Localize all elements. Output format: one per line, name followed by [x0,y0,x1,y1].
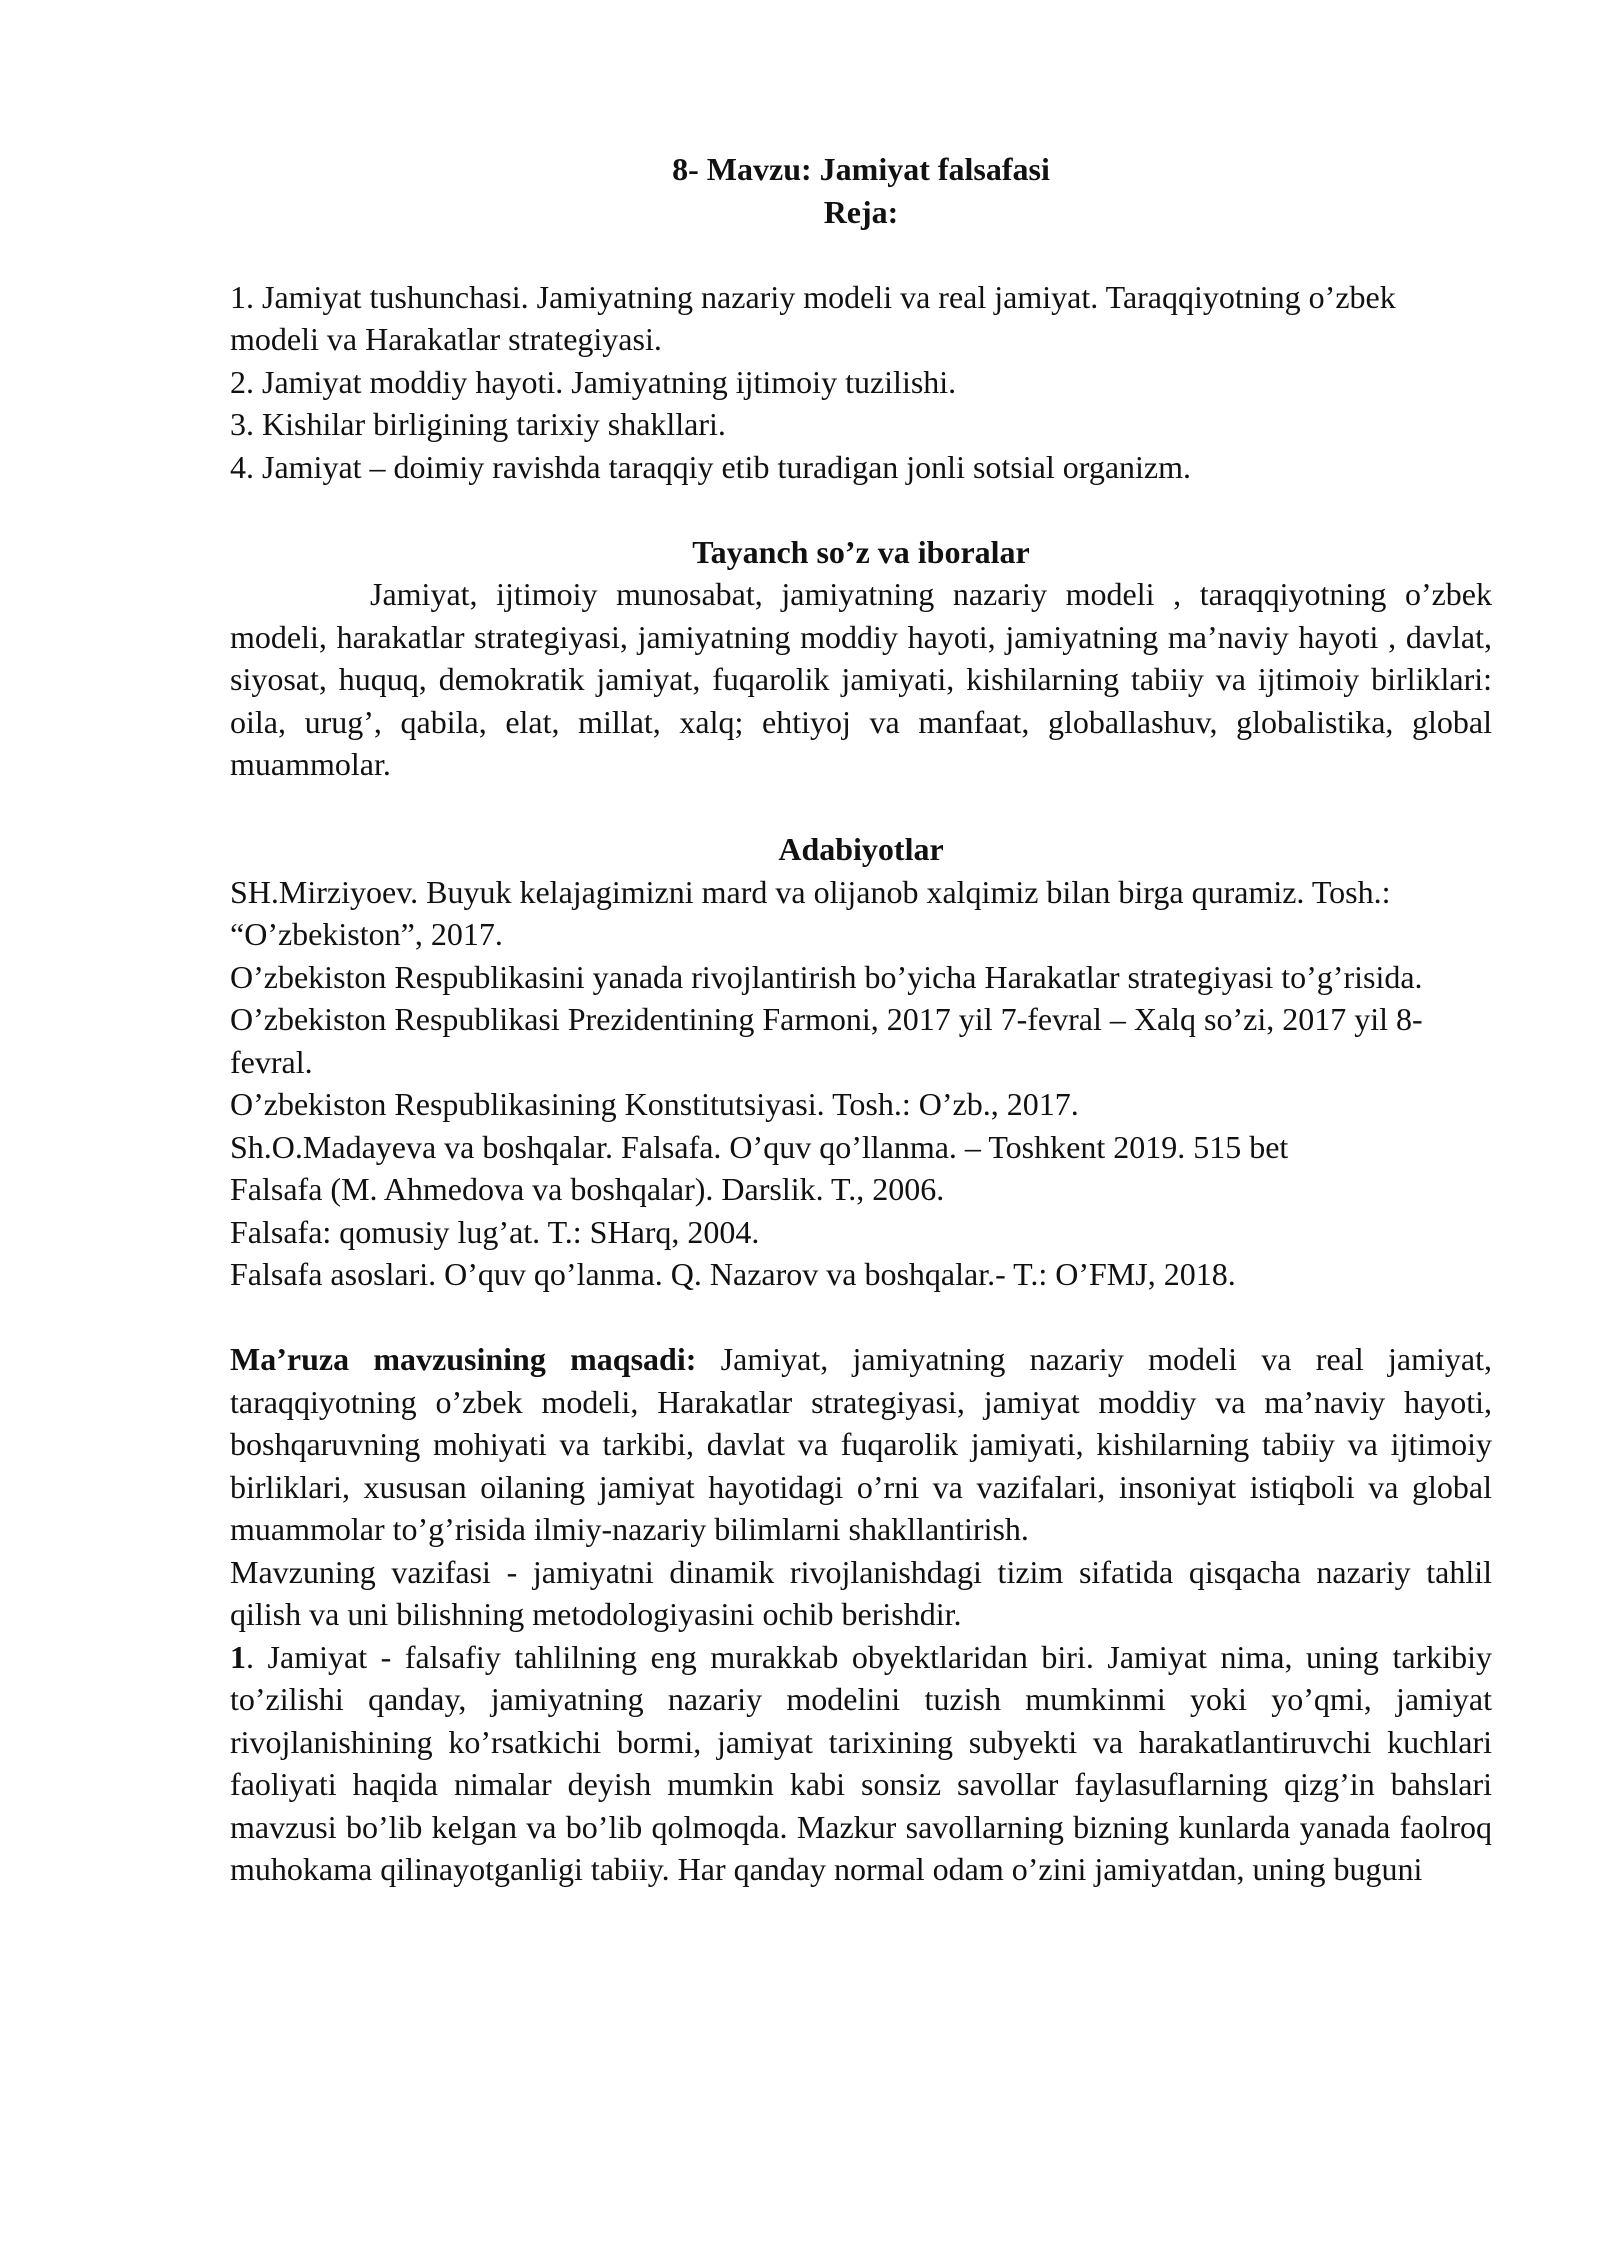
goal-text: Jamiyat, jamiyatning nazariy modeli va real jamiyat, taraqqiyotning o’zbek modeli, Harakatlar strategiyasi, jamiyat moddiy va ma’naviy hayoti, boshqaruvning mohiyati va tarkibi, davlat va fuqarolik jamiyati, kishilarning tabiiy va ijtimoiy birliklari, xususan oilaning jamiyat hayotidagi o’rni va vazifalari, insoniyat istiqboli va global muammolar to’g’risida ilmiy-nazariy bilimlarni shakllantirish. [230,1341,1493,1547]
goal-label: Ma’ruza mavzusining maqsadi: [230,1341,697,1377]
section-1-text: . Jamiyat - falsafiy tahlilning eng murakkab obyektlaridan biri. Jamiyat nima, uning tarkibiy to’zilishi qanday, jamiyatning nazariy modelini tuzish mumkinmi yoki yo’qmi, jamiyat rivojlanishining ko’rsatkichi bormi, jamiyat tarixining subyekti va harakatlantiruvchi kuchlari faoliyati haqida nimalar deyish mumkin kabi sonsiz savollar faylasuflarning qizg’in bahslari mavzusi bo’lib kelgan va bo’lib qolmoqda. Mazkur savollarning bizning kunlarda yanada faolroq muhokama qilinayotganligi tabiiy. Har qanday normal odam o’zini jamiyatdan, uning buguni [230,1638,1492,1887]
document-page [230,148,1492,1891]
plan-item: 3. Kishilar birligining tarixiy shakllari. [230,406,726,442]
plan-heading: Reja: [823,193,899,230]
plan-list [230,276,1492,489]
reference-item: O’zbekiston Respublikasining Konstitutsiyasi. Tosh.: O’zb., 2017. [230,1086,1079,1122]
spacer [230,786,1492,829]
keywords-heading: Tayanch so’z va iboralar [692,533,1030,570]
plan-item: 2. Jamiyat moddiy hayoti. Jamiyatning ijtimoiy tuzilishi. [230,363,957,400]
document-title: 8- Mavzu: Jamiyat falsafasi [672,151,1050,187]
task-paragraph: Mavzuning vazifasi - jamiyatni dinamik rivojlanishdagi tizim sifatida qisqacha nazariy tahlil qilish va uni bilishning metodologiyasini ochib berishdir. [230,1553,1492,1632]
spacer [230,233,1492,276]
references-list [230,871,1492,1296]
reference-item: SH.Mirziyoev. Buyuk kelajagimizni mard va olijanob xalqimiz bilan birga quramiz. Tosh.: “O’zbekiston”, 2017. [230,873,1391,952]
plan-item: 4. Jamiyat – doimiy ravishda taraqqiy etib turadigan jonli sotsial organizm. [230,448,1191,485]
reference-item: O’zbekiston Respublikasini yanada rivojlantirish bo’yicha Harakatlar strategiyasi to’g’risida. O’zbekiston Respublikasi Prezidentining Farmoni, 2017 yil 7-fevral – Xalq so’zi, 2017 yil 8-fevral. [230,958,1423,1080]
spacer [230,1296,1492,1339]
plan-item: 1. Jamiyat tushunchasi. Jamiyatning nazariy modeli va real jamiyat. Taraqqiyotning o’zbek modeli va Harakatlar strategiyasi. [230,278,1396,357]
keywords-text: Jamiyat, ijtimoiy munosabat, jamiyatning nazariy modeli , taraqqiyotning o’zbek modeli, harakatlar strategiyasi, jamiyatning moddiy hayoti, jamiyatning ma’naviy hayoti , davlat, siyosat, huquq, demokratik jamiyat, fuqarolik jamiyati, kishilarning tabiiy va ijtimoiy birliklari: oila, urug’, qabila, elat, millat, xalq; ehtiyoj va manfaat, globallashuv, globalistika, global muammolar. [230,576,1492,782]
section-number: 1 [230,1638,246,1675]
reference-item: Sh.O.Madayeva va boshqalar. Falsafa. O’quv qo’llanma. – Toshkent 2019. 515 bet [230,1128,1289,1165]
spacer [230,488,1492,531]
references-heading: Adabiyotlar [778,831,944,867]
reference-item: Falsafa: qomusiy lug’at. T.: SHarq, 2004. [230,1213,760,1250]
reference-item: Falsafa asoslari. O’quv qo’lanma. Q. Nazarov va boshqalar.- T.: O’FMJ, 2018. [230,1256,1236,1292]
reference-item: Falsafa (M. Ahmedova va boshqalar). Darslik. T., 2006. [230,1171,945,1207]
section-1-paragraph [230,1636,1492,1891]
goal-paragraph [230,1338,1492,1551]
